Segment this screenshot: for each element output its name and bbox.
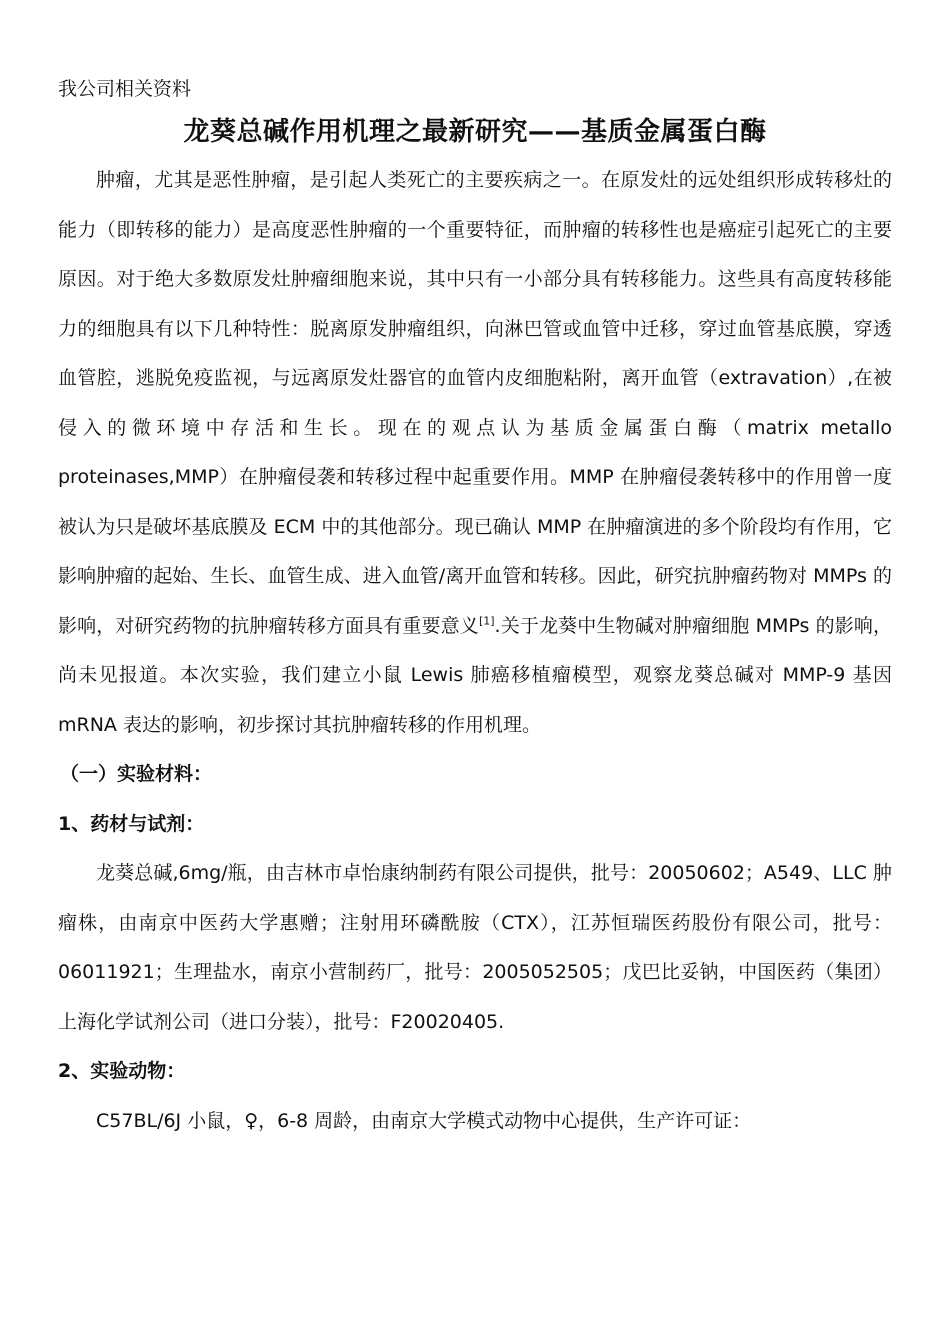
drugs-reagents-paragraph: 龙葵总碱,6mg/瓶，由吉林市卓怡康纳制药有限公司提供，批号：20050602；A549、LLC 肿瘤株，由南京中医药大学惠赠；注射用环磷酰胺（CTX），江苏恒瑞医药股份有限公司，批号：06011921；生理盐水，南京小营制药厂，批号：2005052505；戊巴比妥钠，中国医药（集团）上海化学试剂公司（进口分装），批号：F20020405. bbox=[58, 862, 892, 1033]
reference-marker: [1] bbox=[478, 614, 495, 628]
animals-paragraph: C57BL/6J 小鼠，♀，6-8 周龄，由南京大学模式动物中心提供，生产许可证： bbox=[96, 1109, 752, 1132]
section-heading-materials: （一）实验材料： bbox=[60, 763, 213, 785]
subheading-drugs-reagents: 1、药材与试剂： bbox=[58, 812, 205, 835]
subheading-animals: 2、实验动物： bbox=[58, 1060, 186, 1082]
intro-paragraph bbox=[58, 156, 892, 750]
document-title: 龙葵总碱作用机理之最新研究——基质金属蛋白酶 bbox=[183, 117, 767, 147]
document-header: 我公司相关资料 bbox=[58, 78, 192, 100]
intro-text-continued: .关于龙葵中生物碱对肿瘤细胞 MMPs 的影响，尚未见报道。本次实验，我们建立小鼠 Lewis 肺癌移植瘤模型，观察龙葵总碱对 MMP-9 基因 mRNA 表达的影响，初步探讨其抗肿瘤转移的作用机理。 bbox=[58, 614, 892, 736]
intro-text: 肿瘤，尤其是恶性肿瘤，是引起人类死亡的主要疾病之一。在原发灶的远处组织形成转移灶的能力（即转移的能力）是高度恶性肿瘤的一个重要特征，而肿瘤的转移性也是癌症引起死亡的主要原因。对于绝大多数原发灶肿瘤细胞来说，其中只有一小部分具有转移能力。这些具有高度转移能力的细胞具有以下几种特性：脱离原发肿瘤组织，向淋巴管或血管中迁移，穿过血管基底膜，穿透血管腔，逃脱免疫监视，与远离原发灶器官的血管内皮细胞粘附，离开血管（extravation）,在被侵入的微环境中存活和生长。现在的观点认为基质金属蛋白酶（matrix metallo proteinases,MMP）在肿瘤侵袭和转移过程中起重要作用。MMP 在肿瘤侵袭转移中的作用曾一度被认为只是破坏基底膜及 ECM 中的其他部分。现已确认 MMP 在肿瘤演进的多个阶段均有作用，它影响肿瘤的起始、生长、血管生成、进入血管/离开血管和转移。因此，研究抗肿瘤药物对 MMPs 的影响，对研究药物的抗肿瘤转移方面具有重要意义 bbox=[58, 169, 892, 637]
